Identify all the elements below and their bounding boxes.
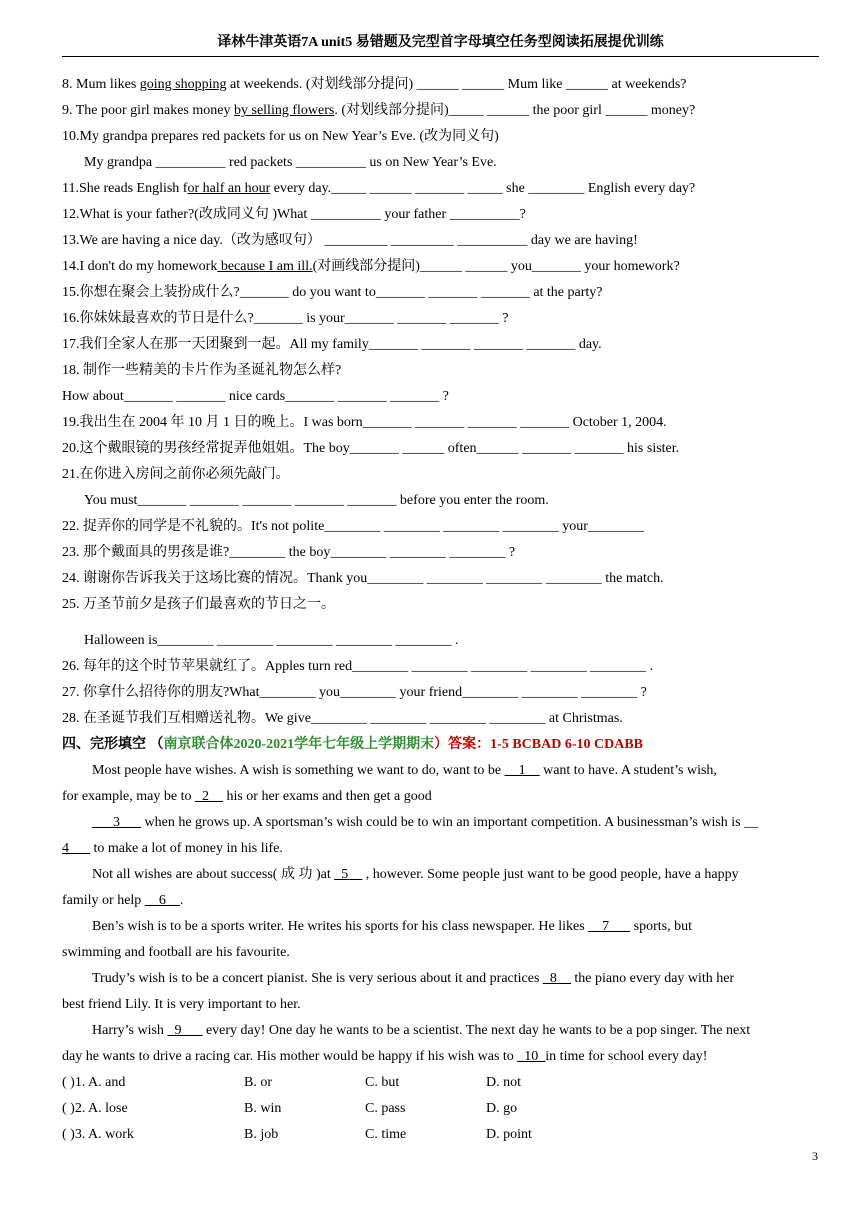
blank: ___3___ bbox=[92, 815, 141, 830]
question-22: 22. 捉弄你的同学是不礼貌的。It's not polite________ ________ ________ ________ your________ bbox=[62, 519, 644, 534]
text: . bbox=[179, 893, 184, 908]
question-26: 26. 每年的这个时节苹果就红了。Apples turn red________ ________ ________ ________ ________ . bbox=[62, 659, 654, 674]
passage-line bbox=[62, 992, 819, 1018]
question-23: 23. 那个戴面具的男孩是谁?________ the boy________ ________ ________ ? bbox=[62, 545, 516, 560]
text: family or help bbox=[62, 893, 145, 908]
underlined-text: or half an hour bbox=[187, 181, 271, 196]
text: his or her exams and then get a good bbox=[222, 789, 432, 804]
question-19: 19.我出生在 2004 年 10 月 1 日的晚上。I was born_______ _______ _______ _______ October 1, 2004. bbox=[62, 415, 667, 430]
question-8 bbox=[62, 72, 819, 98]
option-row-1 bbox=[62, 1070, 819, 1096]
page-header bbox=[62, 30, 819, 57]
text: 11.She bbox=[62, 181, 104, 196]
question-18: 18. 制作一些精美的卡片作为圣诞礼物怎么样? bbox=[62, 363, 342, 378]
underlined-text: going shopping bbox=[139, 77, 227, 92]
option-b: B. win bbox=[244, 1101, 282, 1116]
blank: __1__ bbox=[504, 763, 540, 778]
text: at weekends. (对划线部分提问) ______ ______ Mum like ______ at weekends? bbox=[226, 77, 687, 92]
text: in time for school every day! bbox=[545, 1049, 708, 1064]
page-number: 3 bbox=[812, 1149, 818, 1163]
blank: 4___ bbox=[62, 841, 90, 856]
text: swimming and football are his favourite. bbox=[62, 945, 290, 960]
text: every day! One day he wants to be a scientist. The next day he wants to be a pop singer. The next bbox=[202, 1023, 751, 1038]
option-a: ( )3. A. work bbox=[62, 1127, 134, 1142]
blank: _2__ bbox=[194, 789, 223, 804]
text: Harry’s wish bbox=[92, 1023, 168, 1038]
option-d: D. point bbox=[486, 1127, 532, 1142]
text: 9. The poor girl makes money bbox=[62, 103, 234, 118]
text: 14.I don't do my homework bbox=[62, 259, 218, 274]
text: 8. Mum likes bbox=[62, 77, 140, 92]
passage-line bbox=[62, 940, 819, 966]
passage-line bbox=[62, 810, 819, 836]
text: the piano every day with her bbox=[570, 971, 735, 986]
text: Trudy’s wish is to be a concert pianist. She is very serious about it and practices bbox=[92, 971, 543, 986]
text: sports, but bbox=[630, 919, 692, 934]
passage-line bbox=[62, 862, 819, 888]
blank: _8__ bbox=[542, 971, 571, 986]
blank: _10_ bbox=[517, 1049, 546, 1064]
passage-line bbox=[62, 914, 819, 940]
option-b: B. job bbox=[244, 1127, 279, 1142]
passage-line bbox=[62, 1044, 819, 1070]
underlined-text: because I am ill. bbox=[217, 259, 313, 274]
text: . (对划线部分提问)_____ ______ the poor girl ______ money? bbox=[334, 103, 696, 118]
section-source: 南京联合体2020-2021学年七年级上学期期末 bbox=[163, 737, 435, 752]
passage-line bbox=[62, 784, 819, 810]
question-13: 13.We are having a nice day.（改为感叹句） _________ _________ __________ day we are having! bbox=[62, 233, 638, 248]
passage-line bbox=[62, 888, 819, 914]
text: Not all wishes are about success( 成 功 )at bbox=[92, 867, 335, 882]
option-c: C. but bbox=[365, 1075, 400, 1090]
blank: __6__ bbox=[144, 893, 180, 908]
passage-line bbox=[62, 836, 819, 862]
text: , however. Some people just want to be good people, have a happy bbox=[362, 867, 739, 882]
option-a: ( )2. A. lose bbox=[62, 1101, 128, 1116]
question-18-answer: How about_______ _______ nice cards_______ _______ _______ ? bbox=[62, 389, 449, 404]
question-10-answer: My grandpa __________ red packets __________ us on New Year’s Eve. bbox=[84, 155, 497, 170]
question-25: 25. 万圣节前夕是孩子们最喜欢的节日之一。 bbox=[62, 597, 335, 612]
question-10: 10.My grandpa prepares red packets for us on New Year’s Eve. (改为同义句) bbox=[62, 129, 499, 144]
question-25-answer: Halloween is________ ________ ________ ________ ________ . bbox=[84, 633, 459, 648]
question-21: 21.在你进入房间之前你必须先敲门。 bbox=[62, 467, 290, 482]
underlined-text: by selling flowers bbox=[234, 103, 335, 118]
blank: _5__ bbox=[334, 867, 363, 882]
question-17: 17.我们全家人在那一天团聚到一起。All my family_______ _______ _______ _______ day. bbox=[62, 337, 602, 352]
option-d: D. go bbox=[486, 1101, 518, 1116]
text: every day._____ ______ _______ _____ she ________ English every day? bbox=[270, 181, 696, 196]
text: (对画线部分提问)______ ______ you_______ your homework? bbox=[312, 259, 680, 274]
question-11 bbox=[62, 176, 819, 202]
question-27: 27. 你拿什么招待你的朋友?What________ you________ your friend________ ________ ________ ? bbox=[62, 685, 647, 700]
section-title: 四、完形填空 （ bbox=[62, 737, 164, 752]
text: Ben’s wish is to be a sports writer. He writes his sports for his class newspaper. He likes bbox=[92, 919, 589, 934]
text: reads English f bbox=[103, 181, 188, 196]
question-9 bbox=[62, 98, 819, 124]
text: when he grows up. A sportsman’s wish could be to win an important competition. A businessman’s wish is __ bbox=[141, 815, 759, 830]
passage-line bbox=[62, 1018, 819, 1044]
passage-line bbox=[62, 758, 819, 784]
question-16: 16.你妹妹最喜欢的节日是什么?_______ is your_______ _______ _______ ? bbox=[62, 311, 509, 326]
option-c: C. time bbox=[365, 1127, 407, 1142]
text: day he wants to drive a racing car. His mother would be happy if his wish was to bbox=[62, 1049, 518, 1064]
question-24: 24. 谢谢你告诉我关于这场比赛的情况。Thank you________ ________ ________ ________ the match. bbox=[62, 571, 664, 586]
section-answer-key: ）答案：1-5 BCBAD 6-10 CDABB bbox=[434, 737, 644, 752]
blank: _9___ bbox=[167, 1023, 203, 1038]
passage-line bbox=[62, 966, 819, 992]
section-4-heading bbox=[62, 732, 819, 758]
question-21-answer: You must_______ _______ _______ _______ _______ before you enter the room. bbox=[84, 493, 549, 508]
text: want to have. A student’s wish, bbox=[539, 763, 717, 778]
option-c: C. pass bbox=[365, 1101, 406, 1116]
option-row-3 bbox=[62, 1122, 819, 1148]
blank: __7___ bbox=[588, 919, 631, 934]
worksheet-content bbox=[62, 72, 819, 1148]
text: to make a lot of money in his life. bbox=[90, 841, 283, 856]
question-12: 12.What is your father?(改成同义句 )What __________ your father __________? bbox=[62, 207, 526, 222]
header-title: 译林牛津英语7A unit5 易错题及完型首字母填空任务型阅读拓展提优训练 bbox=[217, 35, 664, 50]
question-14 bbox=[62, 254, 819, 280]
option-d: D. not bbox=[486, 1075, 521, 1090]
option-row-2 bbox=[62, 1096, 819, 1122]
question-15: 15.你想在聚会上装扮成什么?_______ do you want to_______ _______ _______ at the party? bbox=[62, 285, 603, 300]
question-28: 28. 在圣诞节我们互相赠送礼物。We give________ ________ ________ ________ at Christmas. bbox=[62, 711, 623, 726]
question-20: 20.这个戴眼镜的男孩经常捉弄他姐姐。The boy_______ ______ often______ _______ _______ his sister. bbox=[62, 441, 680, 456]
text: best friend Lily. It is very important to her. bbox=[62, 997, 301, 1012]
option-a: ( )1. A. and bbox=[62, 1075, 126, 1090]
text: Most people have wishes. A wish is something we want to do, want to be bbox=[92, 763, 505, 778]
text: for example, may be to bbox=[62, 789, 195, 804]
option-b: B. or bbox=[244, 1075, 272, 1090]
